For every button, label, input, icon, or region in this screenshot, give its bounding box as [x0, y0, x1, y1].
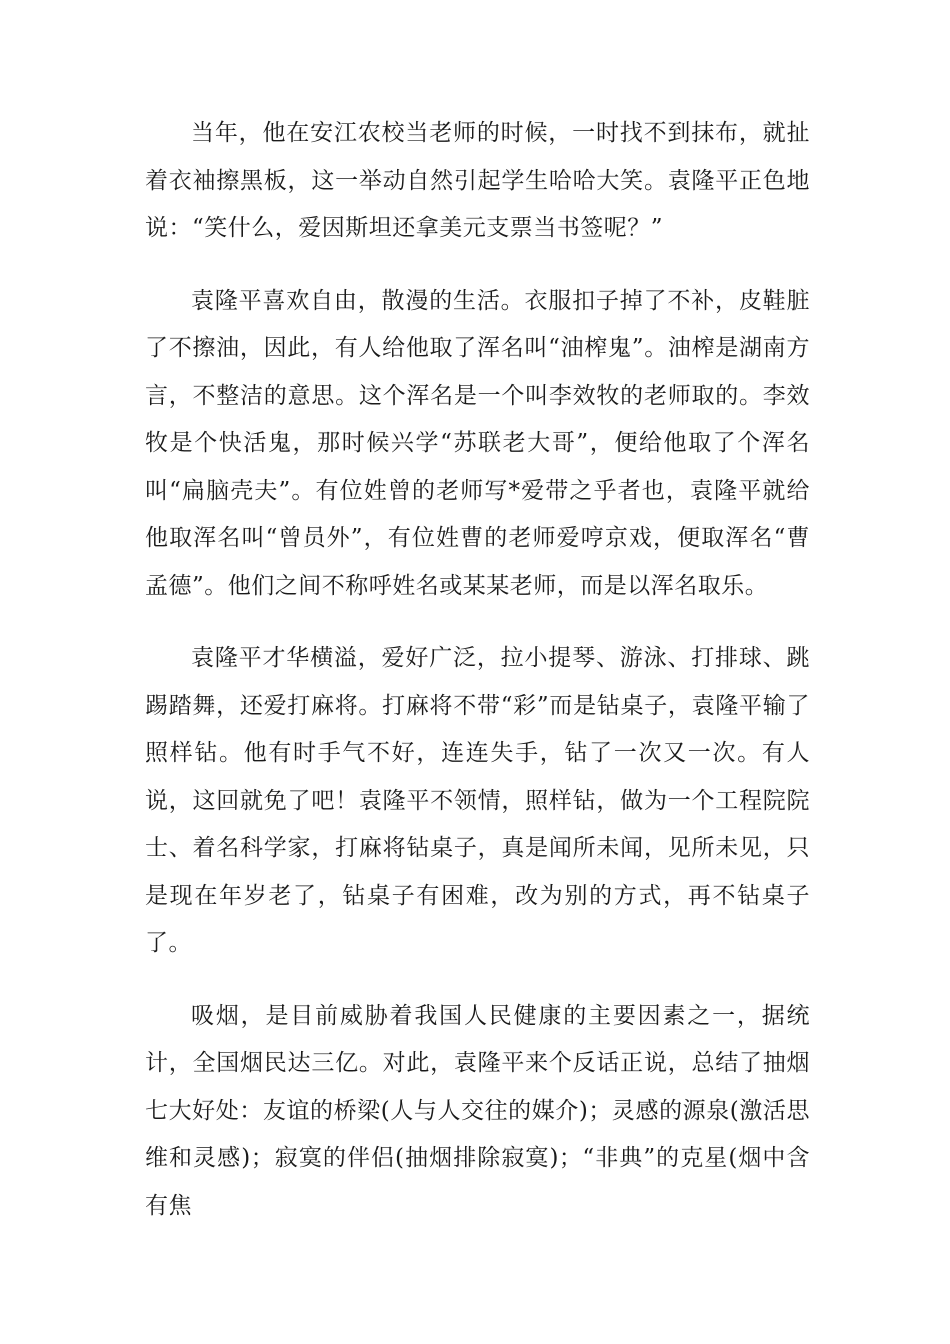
document-body: [145, 110, 810, 1255]
paragraph-smoking: 吸烟，是目前威胁着我国人民健康的主要因素之一，据统计，全国烟民达三亿。对此，袁隆平来个反话正说，总结了抽烟七大好处：友谊的桥梁(人与人交往的媒介)；灵感的源泉(激活思维和灵感)；寂寞的伴侣(抽烟排除寂寞)；“非典”的克星(烟中含有焦: [145, 1002, 810, 1219]
paragraph-nicknames: 袁隆平喜欢自由，散漫的生活。衣服扣子掉了不补，皮鞋脏了不擦油，因此，有人给他取了浑名叫“油榨鬼”。油榨是湖南方言，不整洁的意思。这个浑名是一个叫李效牧的老师取的。李效牧是个快活鬼，那时候兴学“苏联老大哥”，便给他取了个浑名叫“扁脑壳夫”。有位姓曾的老师写*爱带之乎者也，袁隆平就给他取浑名叫“曾员外”，有位姓曹的老师爱哼京戏，便取浑名“曹孟德”。他们之间不称呼姓名或某某老师，而是以浑名取乐。: [145, 287, 810, 599]
paragraph-hobbies: 袁隆平才华横溢，爱好广泛，拉小提琴、游泳、打排球、跳踢踏舞，还爱打麻将。打麻将不带“彩”而是钻桌子，袁隆平输了照样钻。他有时手气不好，连连失手，钻了一次又一次。有人说，这回就免了吧！袁隆平不领情，照样钻，做为一个工程院院士、着名科学家，打麻将钻桌子，真是闻所未闻，见所未见，只是现在年岁老了，钻桌子有困难，改为别的方式，再不钻桌子了。: [145, 645, 810, 956]
paragraph-blackboard-anecdote: 当年，他在安江农校当老师的时候，一时找不到抹布，就扯着衣袖擦黑板，这一举动自然引起学生哈哈大笑。袁隆平正色地说：“笑什么，爱因斯坦还拿美元支票当书签呢？”: [145, 120, 810, 241]
